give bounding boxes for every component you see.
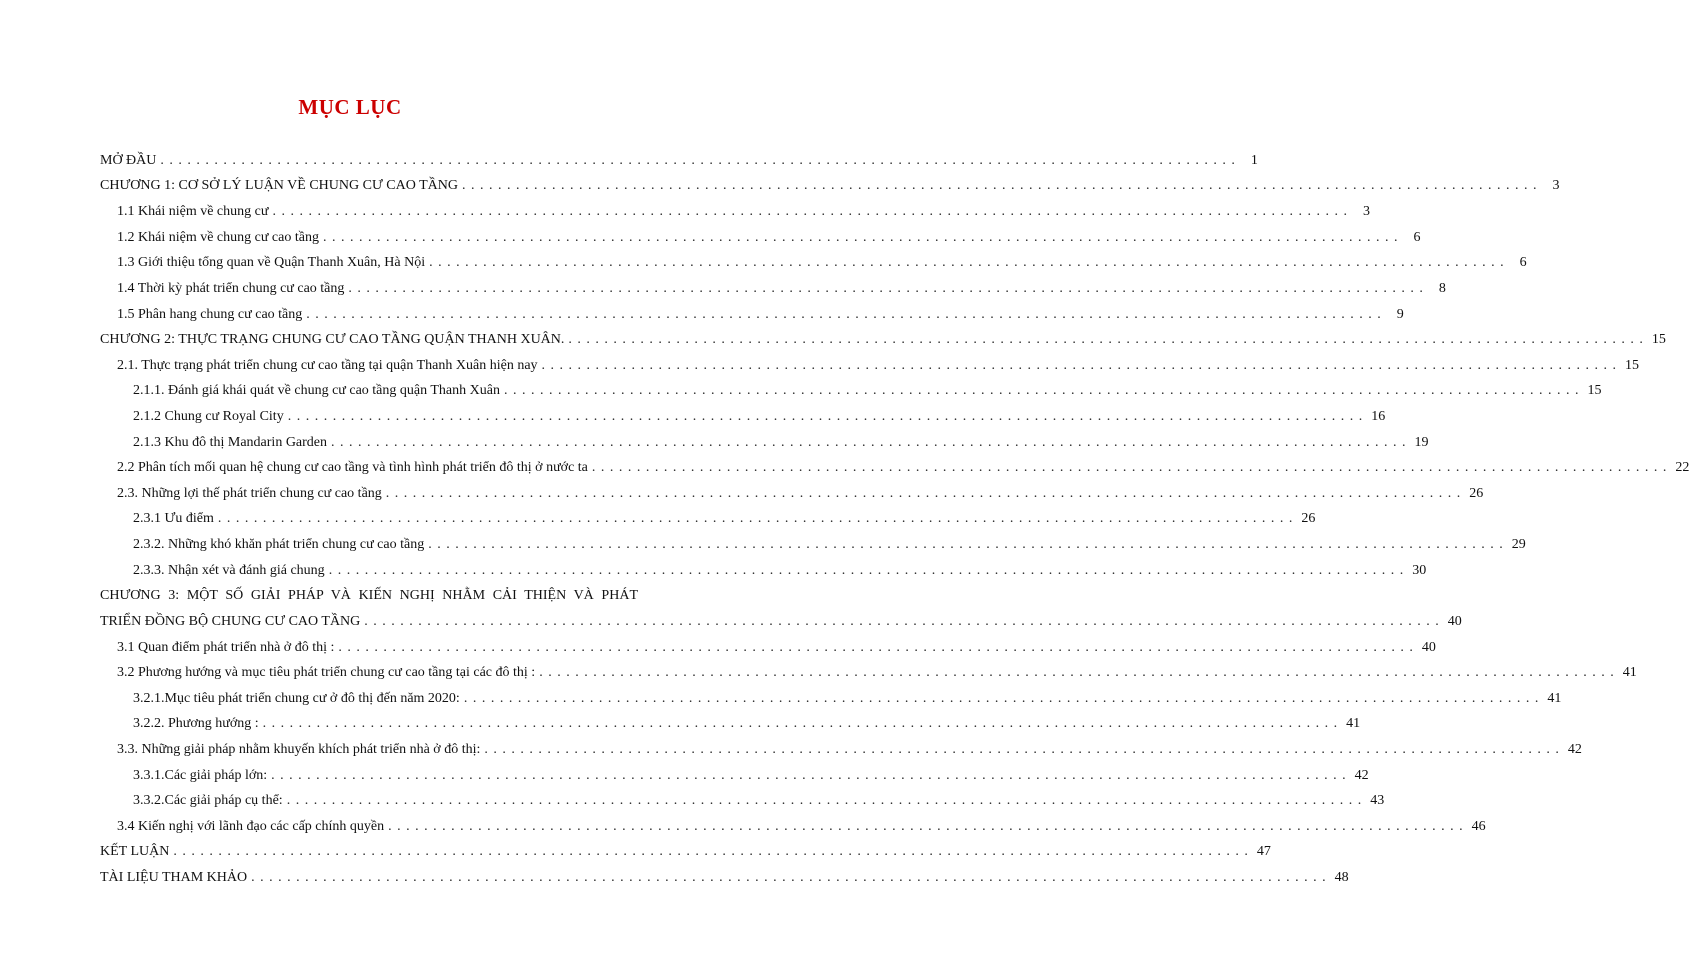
toc-entry-title[interactable]: 3.1 Quan điểm phát triển nhà ở đô thị :	[117, 640, 335, 655]
toc-page-number: 26	[1469, 486, 1484, 501]
toc-page-number: 22	[1675, 460, 1689, 475]
toc-entry-title[interactable]: TÀI LIỆU THAM KHẢO	[100, 870, 248, 885]
toc-entry[interactable]	[117, 741, 1582, 759]
toc-dot-leader: . . . . . . . . . . . . . . . . . . . . . . . . . . . . . . . . . . . . . . . . . . . . . . . . . . . . . . . . . . . . . . . . . . . . . . . . . . . . . . . . . . . . . . . . . . . . . . . . . . . . . . . . . . . . . . . . . . . . . . . .	[262, 716, 1339, 731]
toc-entry-title[interactable]: 2.1. Thực trạng phát triển chung cư cao tầng tại quận Thanh Xuân hiện nay	[117, 358, 538, 373]
toc-dot-leader: . . . . . . . . . . . . . . . . . . . . . . . . . . . . . . . . . . . . . . . . . . . . . . . . . . . . . . . . . . . . . . . . . . . . . . . . . . . . . . . . . . . . . . . . . . . . . . . . . . . . . . . . . . . . . . . . . . . . . . . .	[286, 793, 1363, 808]
toc-page-number: 6	[1519, 255, 1527, 270]
toc-dot-leader: . . . . . . . . . . . . . . . . . . . . . . . . . . . . . . . . . . . . . . . . . . . . . . . . . . . . . . . . . . . . . . . . . . . . . . . . . . . . . . . . . . . . . . . . . . . . . . . . . . . . . . . . . . . . . . . . . . . . . . . .	[429, 255, 1505, 270]
toc-entry[interactable]	[117, 254, 1527, 272]
toc-entry-title[interactable]: 3.2.2. Phương hướng :	[133, 716, 259, 731]
toc-entry-title[interactable]: 1.1 Khái niệm về chung cư	[117, 204, 269, 219]
toc-entry[interactable]	[133, 562, 1427, 580]
toc-page-number: 41	[1346, 716, 1361, 731]
toc-entry-title[interactable]: 3.3.2.Các giải pháp cụ thể:	[133, 793, 283, 808]
toc-entry[interactable]	[133, 382, 1602, 400]
toc-entry[interactable]	[100, 177, 1560, 195]
toc-entry-title[interactable]: 2.2 Phân tích mối quan hệ chung cư cao tầng và tình hình phát triển đô thị ở nước ta	[117, 460, 588, 475]
toc-page-number: 3	[1362, 204, 1370, 219]
toc-entry[interactable]	[100, 843, 1271, 861]
page-title: MỤC LỤC	[298, 95, 402, 119]
toc-dot-leader: . . . . . . . . . . . . . . . . . . . . . . . . . . . . . . . . . . . . . . . . . . . . . . . . . . . . . . . . . . . . . . . . . . . . . . . . . . . . . . . . . . . . . . . . . . . . . . . . . . . . . . . . . . . . . . . . . . . . . . . .	[388, 819, 1464, 834]
toc-entry-title[interactable]: 2.1.2 Chung cư Royal City	[133, 409, 284, 424]
toc-dot-leader: . . . . . . . . . . . . . . . . . . . . . . . . . . . . . . . . . . . . . . . . . . . . . . . . . . . . . . . . . . . . . . . . . . . . . . . . . . . . . . . . . . . . . . . . . . . . . . . . . . . . . . . . . . . . . . . . . . . . . . . .	[173, 844, 1249, 859]
toc-entry-title[interactable]: 2.3. Những lợi thế phát triển chung cư cao tầng	[117, 486, 382, 501]
toc-dot-leader: . . . . . . . . . . . . . . . . . . . . . . . . . . . . . . . . . . . . . . . . . . . . . . . . . . . . . . . . . . . . . . . . . . . . . . . . . . . . . . . . . . . . . . . . . . . . . . . . . . . . . . . . . . . . . . . . . . . . . . . .	[428, 537, 1504, 552]
toc-entry-title[interactable]: CHƯƠNG 2: THỰC TRẠNG CHUNG CƯ CAO TẦNG QUẬN THANH XUÂN.	[100, 332, 565, 347]
toc-entry[interactable]	[117, 280, 1446, 298]
toc-entry-title[interactable]: CHƯƠNG 1: CƠ SỞ LÝ LUẬN VỀ CHUNG CƯ CAO TẦNG	[100, 178, 458, 193]
toc-dot-leader: . . . . . . . . . . . . . . . . . . . . . . . . . . . . . . . . . . . . . . . . . . . . . . . . . . . . . . . . . . . . . . . . . . . . . . . . . . . . . . . . . . . . . . . . . . . . . . . . . . . . . . . . . . . . . . . . . . . . . . . .	[217, 511, 1294, 526]
toc-entry-title[interactable]: 2.1.1. Đánh giá khái quát về chung cư cao tầng quận Thanh Xuân	[133, 383, 500, 398]
toc-entry[interactable]	[100, 152, 1258, 170]
toc-entry-title[interactable]: 2.1.3 Khu đô thị Mandarin Garden	[133, 435, 328, 450]
toc-entry-title[interactable]: 3.4 Kiến nghị với lãnh đạo các cấp chính quyền	[117, 819, 385, 834]
toc-dot-leader: . . . . . . . . . . . . . . . . . . . . . . . . . . . . . . . . . . . . . . . . . . . . . . . . . . . . . . . . . . . . . . . . . . . . . . . . . . . . . . . . . . . . . . . . . . . . . . . . . . . . . . . . . . . . . . . . . . . . . . . .	[331, 435, 1407, 450]
toc-entry-title[interactable]: KẾT LUẬN	[100, 844, 170, 859]
toc-entry[interactable]	[133, 536, 1526, 554]
toc-entry-title[interactable]: 1.3 Giới thiệu tổng quan về Quận Thanh Xuân, Hà Nội	[117, 255, 426, 270]
toc-page-number: 47	[1256, 844, 1271, 859]
toc-dot-leader: . . . . . . . . . . . . . . . . . . . . . . . . . . . . . . . . . . . . . . . . . . . . . . . . . . . . . . . . . . . . . . . . . . . . . . . . . . . . . . . . . . . . . . . . . . . . . . . . . . . . . . . . . . . . . . . . . . . . . . . .	[463, 691, 1540, 706]
toc-entry-title[interactable]: 2.3.1 Ưu điểm	[133, 511, 214, 526]
toc-page-number: 15	[1625, 358, 1640, 373]
toc-entry-title[interactable]: 2.3.2. Những khó khăn phát triển chung cư cao tầng	[133, 537, 425, 552]
toc-entry[interactable]	[133, 792, 1385, 810]
toc-page-number: 29	[1511, 537, 1526, 552]
toc-page-number: 41	[1547, 691, 1562, 706]
toc-dot-leader: . . . . . . . . . . . . . . . . . . . . . . . . . . . . . . . . . . . . . . . . . . . . . . . . . . . . . . . . . . . . . . . . . . . . . . . . . . . . . . . . . . . . . . . . . . . . . . . . . . . . . . . . . . . . . . . . . . . . . . . .	[322, 230, 1399, 245]
toc-page-number: 3	[1552, 178, 1560, 193]
toc-dot-leader: . . . . . . . . . . . . . . . . . . . . . . . . . . . . . . . . . . . . . . . . . . . . . . . . . . . . . . . . . . . . . . . . . . . . . . . . . . . . . . . . . . . . . . . . . . . . . . . . . . . . . . . . . . . . . . . . . . . . . . . .	[462, 178, 1538, 193]
toc-dot-leader: . . . . . . . . . . . . . . . . . . . . . . . . . . . . . . . . . . . . . . . . . . . . . . . . . . . . . . . . . . . . . . . . . . . . . . . . . . . . . . . . . . . . . . . . . . . . . . . . . . . . . . . . . . . . . . . . . . . . . . . .	[484, 742, 1560, 757]
toc-entry-title[interactable]: 1.4 Thời kỳ phát triển chung cư cao tầng	[117, 281, 345, 296]
toc-page-number: 40	[1421, 640, 1436, 655]
toc-entry[interactable]	[133, 767, 1369, 785]
toc-page-number: 30	[1412, 563, 1427, 578]
toc-entry[interactable]	[133, 408, 1386, 426]
toc-entry[interactable]	[117, 203, 1370, 221]
toc-entry-heading-line[interactable]: CHƯƠNG 3: MỘT SỐ GIẢI PHÁP VÀ KIẾN NGHỊ NHẰM CẢI THIỆN VÀ PHÁT	[100, 588, 638, 603]
toc-dot-leader: . . . . . . . . . . . . . . . . . . . . . . . . . . . . . . . . . . . . . . . . . . . . . . . . . . . . . . . . . . . . . . . . . . . . . . . . . . . . . . . . . . . . . . . . . . . . . . . . . . . . . . . . . . . . . . . . . . . . . . . .	[591, 460, 1668, 475]
toc-entry[interactable]	[133, 434, 1429, 452]
toc-entry[interactable]	[117, 306, 1404, 324]
toc-page-number: 48	[1334, 870, 1349, 885]
toc-entry-title[interactable]: 3.2 Phương hướng và mục tiêu phát triển chung cư cao tầng tại các đô thị :	[117, 665, 536, 680]
toc-page-number: 40	[1447, 614, 1462, 629]
toc-page-number: 15	[1587, 383, 1602, 398]
toc-dot-leader: . . . . . . . . . . . . . . . . . . . . . . . . . . . . . . . . . . . . . . . . . . . . . . . . . . . . . . . . . . . . . . . . . . . . . . . . . . . . . . . . . . . . . . . . . . . . . . . . . . . . . . . . . . . . . . . . . . . . . . . .	[348, 281, 1424, 296]
toc-dot-leader: . . . . . . . . . . . . . . . . . . . . . . . . . . . . . . . . . . . . . . . . . . . . . . . . . . . . . . . . . . . . . . . . . . . . . . . . . . . . . . . . . . . . . . . . . . . . . . . . . . . . . . . . . . . . . . . . . . . . . . . .	[503, 383, 1580, 398]
toc-page-number: 41	[1622, 665, 1637, 680]
toc-page-number: 42	[1567, 742, 1582, 757]
toc-page-number: 1	[1250, 153, 1258, 168]
toc-entry[interactable]	[133, 510, 1316, 528]
toc-dot-leader: . . . . . . . . . . . . . . . . . . . . . . . . . . . . . . . . . . . . . . . . . . . . . . . . . . . . . . . . . . . . . . . . . . . . . . . . . . . . . . . . . . . . . . . . . . . . . . . . . . . . . . . . . . . . . . . . . . . . . . . .	[539, 665, 1615, 680]
toc-page-number: 8	[1438, 281, 1446, 296]
toc-entry-title[interactable]: 3.3. Những giải pháp nhằm khuyến khích phát triển nhà ở đô thị:	[117, 742, 481, 757]
toc-entry-title[interactable]: 3.2.1.Mục tiêu phát triển chung cư ở đô thị đến năm 2020:	[133, 691, 460, 706]
toc-entry-title[interactable]: 2.3.3. Nhận xét và đánh giá chung	[133, 563, 325, 578]
toc-page-number: 19	[1414, 435, 1429, 450]
toc-entry-title[interactable]: TRIỂN ĐỒNG BỘ CHUNG CƯ CAO TẦNG	[100, 614, 361, 629]
toc-entry[interactable]	[117, 639, 1436, 657]
toc-dot-leader: . . . . . . . . . . . . . . . . . . . . . . . . . . . . . . . . . . . . . . . . . . . . . . . . . . . . . . . . . . . . . . . . . . . . . . . . . . . . . . . . . . . . . . . . . . . . . . . . . . . . . . . . . . . . . . . . . . . . . . . .	[385, 486, 1462, 501]
toc-entry-title[interactable]: 1.2 Khái niệm về chung cư cao tầng	[117, 230, 319, 245]
toc-page-number: 26	[1301, 511, 1316, 526]
toc-entry[interactable]	[117, 229, 1421, 247]
toc-entry-title[interactable]: 3.3.1.Các giải pháp lớn:	[133, 768, 268, 783]
toc-entry[interactable]	[117, 357, 1640, 375]
toc-entry[interactable]	[117, 818, 1486, 836]
toc-dot-leader: . . . . . . . . . . . . . . . . . . . . . . . . . . . . . . . . . . . . . . . . . . . . . . . . . . . . . . . . . . . . . . . . . . . . . . . . . . . . . . . . . . . . . . . . . . . . . . . . . . . . . . . . . . . . . . . . . . . . . . . .	[364, 614, 1440, 629]
toc-dot-leader: . . . . . . . . . . . . . . . . . . . . . . . . . . . . . . . . . . . . . . . . . . . . . . . . . . . . . . . . . . . . . . . . . . . . . . . . . . . . . . . . . . . . . . . . . . . . . . . . . . . . . . . . . . . . . . . . . . . . . . . .	[306, 307, 1382, 322]
toc-dot-leader: . . . . . . . . . . . . . . . . . . . . . . . . . . . . . . . . . . . . . . . . . . . . . . . . . . . . . . . . . . . . . . . . . . . . . . . . . . . . . . . . . . . . . . . . . . . . . . . . . . . . . . . . . . . . . . . . . . . . . . . .	[160, 153, 1236, 168]
toc-dot-leader: . . . . . . . . . . . . . . . . . . . . . . . . . . . . . . . . . . . . . . . . . . . . . . . . . . . . . . . . . . . . . . . . . . . . . . . . . . . . . . . . . . . . . . . . . . . . . . . . . . . . . . . . . . . . . . . . . . . . . . . .	[338, 640, 1414, 655]
toc-dot-leader: . . . . . . . . . . . . . . . . . . . . . . . . . . . . . . . . . . . . . . . . . . . . . . . . . . . . . . . . . . . . . . . . . . . . . . . . . . . . . . . . . . . . . . . . . . . . . . . . . . . . . . . . . . . . . . . . . . . . . . . .	[272, 204, 1348, 219]
toc-page-number: 9	[1396, 307, 1404, 322]
toc-entry-title[interactable]: 1.5 Phân hang chung cư cao tầng	[117, 307, 303, 322]
toc-entry[interactable]	[100, 869, 1349, 887]
toc-dot-leader: . . . . . . . . . . . . . . . . . . . . . . . . . . . . . . . . . . . . . . . . . . . . . . . . . . . . . . . . . . . . . . . . . . . . . . . . . . . . . . . . . . . . . . . . . . . . . . . . . . . . . . . . . . . . . . . . . . . . . . . .	[271, 768, 1347, 783]
toc-page-number: 46	[1471, 819, 1486, 834]
toc-page-number: 43	[1370, 793, 1385, 808]
toc-dot-leader: . . . . . . . . . . . . . . . . . . . . . . . . . . . . . . . . . . . . . . . . . . . . . . . . . . . . . . . . . . . . . . . . . . . . . . . . . . . . . . . . . . . . . . . . . . . . . . . . . . . . . . . . . . . . . . . . . . . . . . . .	[541, 358, 1618, 373]
toc-entry-title[interactable]: MỞ ĐẦU	[100, 153, 157, 168]
toc-entry[interactable]	[100, 613, 1462, 631]
toc-entry[interactable]	[117, 485, 1484, 503]
toc-page-number: 16	[1371, 409, 1386, 424]
toc-page-number: 42	[1354, 768, 1369, 783]
toc-dot-leader: . . . . . . . . . . . . . . . . . . . . . . . . . . . . . . . . . . . . . . . . . . . . . . . . . . . . . . . . . . . . . . . . . . . . . . . . . . . . . . . . . . . . . . . . . . . . . . . . . . . . . . . . . . . . . . . . . . . . . . . .	[328, 563, 1405, 578]
toc-entry[interactable]	[100, 331, 1666, 349]
toc-dot-leader: . . . . . . . . . . . . . . . . . . . . . . . . . . . . . . . . . . . . . . . . . . . . . . . . . . . . . . . . . . . . . . . . . . . . . . . . . . . . . . . . . . . . . . . . . . . . . . . . . . . . . . . . . . . . . . . . . . . . . . . .	[568, 332, 1644, 347]
toc-dot-leader: . . . . . . . . . . . . . . . . . . . . . . . . . . . . . . . . . . . . . . . . . . . . . . . . . . . . . . . . . . . . . . . . . . . . . . . . . . . . . . . . . . . . . . . . . . . . . . . . . . . . . . . . . . . . . . . . . . . . . . . .	[287, 409, 1364, 424]
toc-entry[interactable]	[117, 459, 1689, 477]
toc-page-number: 6	[1413, 230, 1421, 245]
toc-entry[interactable]	[117, 664, 1637, 682]
toc-dot-leader: . . . . . . . . . . . . . . . . . . . . . . . . . . . . . . . . . . . . . . . . . . . . . . . . . . . . . . . . . . . . . . . . . . . . . . . . . . . . . . . . . . . . . . . . . . . . . . . . . . . . . . . . . . . . . . . . . . . . . . . .	[251, 870, 1327, 885]
toc-entry[interactable]	[133, 715, 1361, 733]
toc-entry[interactable]	[133, 690, 1562, 708]
toc-page-number: 15	[1651, 332, 1666, 347]
